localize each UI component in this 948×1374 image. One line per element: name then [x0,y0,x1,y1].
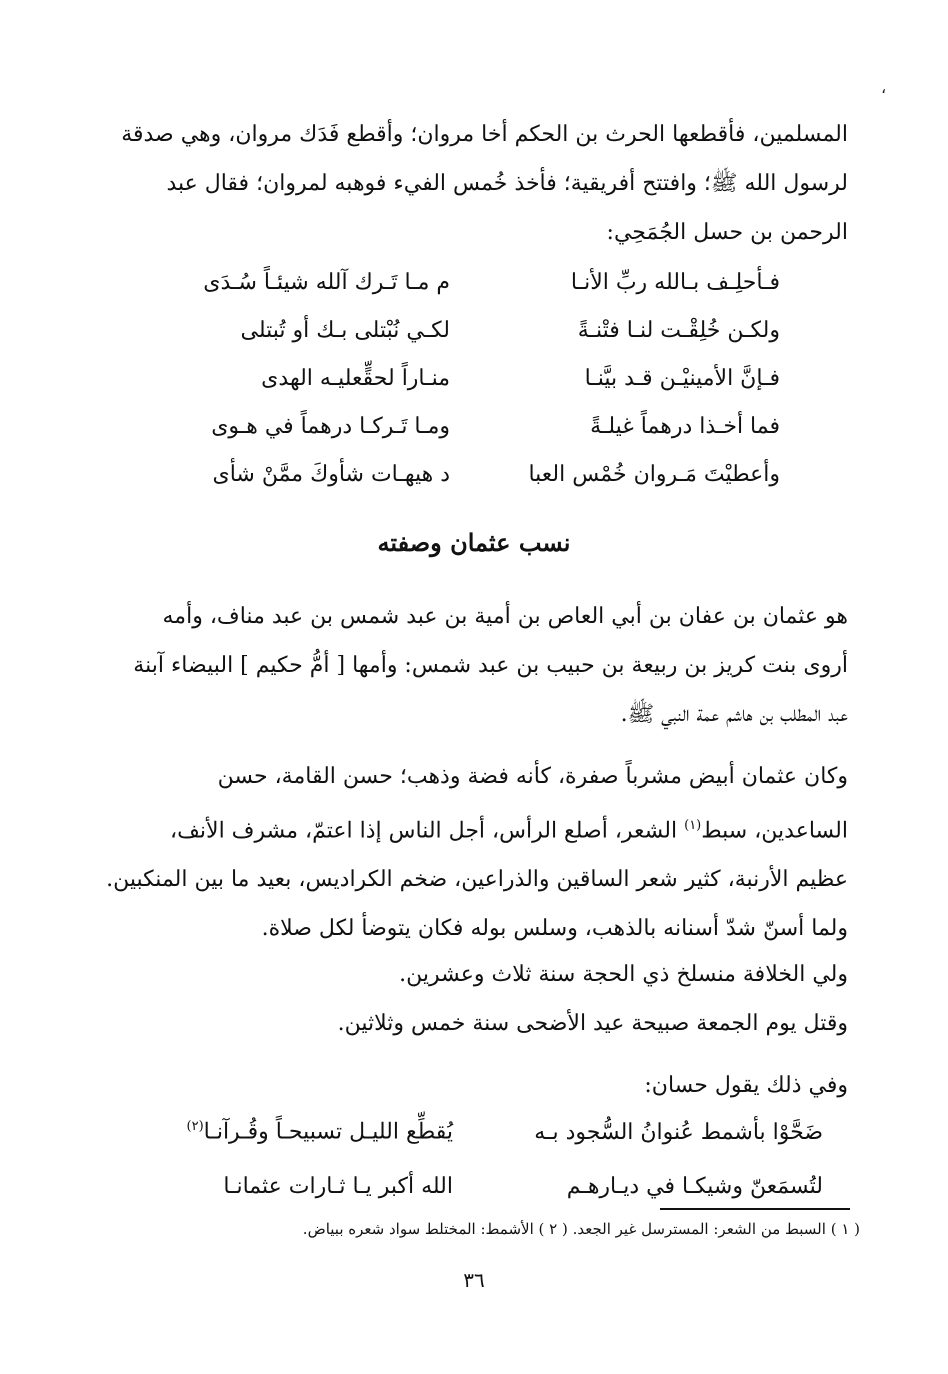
caliphate-paragraph [96,950,848,1048]
verse-second-hemistich: ومـا تَـركـا درهماً في هـوى [211,413,450,439]
paragraph-line: الرحمن بن حسل الجُمَحِي: [606,220,848,245]
lineage-paragraph [96,592,848,739]
footnote-ref-2: (٢) [186,1119,204,1135]
section-heading: نسب عثمان وصفته [377,528,571,557]
verse-second-hemistich [155,1119,453,1144]
paragraph-line: عبد المطلب بن هاشم عمة النبي ﷺ. [620,702,848,727]
verse-first-hemistich: ضَحَّوْا بأشمط عُنوانُ السُّجود بـه [534,1119,823,1145]
footnote-divider [660,1208,850,1210]
description-paragraph [96,752,848,953]
verse-second-hemistich: منـاراً لحقٍّعليـه الهدى [261,365,450,391]
poem-verse [155,354,780,402]
paragraph-line: عظيم الأرنبة، كثير شعر الساقين والذراعين، ضخم الكراديس، بعيد ما بين المنكبين. [106,867,848,893]
poem-block-2 [155,1105,823,1213]
paragraph-line: وكان عثمان أبيض مشرباً صفرة، كأنه فضة وذهب؛ حسن القامة، حسن [217,764,848,789]
paragraph-line: وقتل يوم الجمعة صبيحة عيد الأضحى سنة خمس وثلاثين. [337,1011,848,1036]
hemistich-text: يُقطِّع الليـل تسبيحـاً وقُـرآنـا [203,1119,453,1145]
corner-mark: ، [881,78,887,97]
paragraph-line: أروى بنت كريز بن ربيعة بن حبيب بن عبد شمس: وأمها [ أمُّ حكيم ] البيضاء آبنة [133,653,848,678]
verse-first-hemistich: لتُسمَعنّ وشيكـا في ديـارهـم [566,1173,823,1199]
verse-second-hemistich: د هيهـات شأوكَ ممَّنْ شأى [212,461,450,487]
footnotes: ( ١ ) السبط من الشعر: المسترسل غير الجعد. ( ٢ ) الأشمط: المختلط سواد شعره ببياض. [302,1220,860,1238]
verse-first-hemistich: فـأحلِـف بـالله ربِّ الأنـا [570,269,780,295]
verse-first-hemistich: وأعطيْتَ مَـروان خُمْس العبا [528,461,780,487]
poem-verse [155,1159,823,1213]
paragraph-line: وفي ذلك يقول حسان: [644,1073,848,1098]
paragraph-line: هو عثمان بن عفان بن أبي العاص بن أمية بن عبد شمس بن عبد مناف، وأمه [162,604,848,629]
poem-verse [155,450,780,498]
page-number: ٣٦ [463,1268,485,1292]
poem-verse [155,258,780,306]
poem-verse [155,306,780,354]
poem-intro [96,1061,848,1110]
paragraph-line: ولي الخلافة منسلخ ذي الحجة سنة ثلاث وعشرين. [399,962,848,987]
opening-paragraph [96,110,848,257]
verse-second-hemistich: الله أكبر يـا ثـارات عثمانـا [223,1173,453,1199]
paragraph-line: المسلمين، فأقطعها الحرث بن الحكم أخا مروان؛ وأقطع فَدَك مروان، وهي صدقة [121,122,848,147]
paragraph-line: لرسول الله ﷺ؛ وافتتح أفريقية؛ فأخذ خُمس الفيء فوهبه لمروان؛ فقال عبد [166,171,848,196]
paragraph-line [96,801,848,855]
poem-block-1 [155,258,780,498]
verse-second-hemistich: م مـا تَـرك آلله شيئـاً سُـدَى [203,269,450,295]
footnote-ref-1: (١) [684,818,702,833]
line-segment: الساعدين، سبط [701,818,848,844]
verse-first-hemistich: فـإنَّ الأمينيْـن قـد بيَّنـا [584,365,780,391]
verse-second-hemistich: لكـي نُبْتلى بـك أو تُبتلى [240,317,450,343]
verse-first-hemistich: ولكـن خُلِقْـت لنـا فتْنـةً [577,317,780,343]
poem-verse [155,402,780,450]
paragraph-line: ولما أسنّ شدّ أسنانه بالذهب، وسلس بوله فكان يتوضأ لكل صلاة. [261,916,848,942]
verse-first-hemistich: فما أخـذا درهماً غيلـةً [590,413,780,439]
line-segment: الشعر، أصلع الرأس، أجل الناس إذا اعتمّ، مشرف الأنف، [170,818,685,844]
poem-verse [155,1105,823,1159]
